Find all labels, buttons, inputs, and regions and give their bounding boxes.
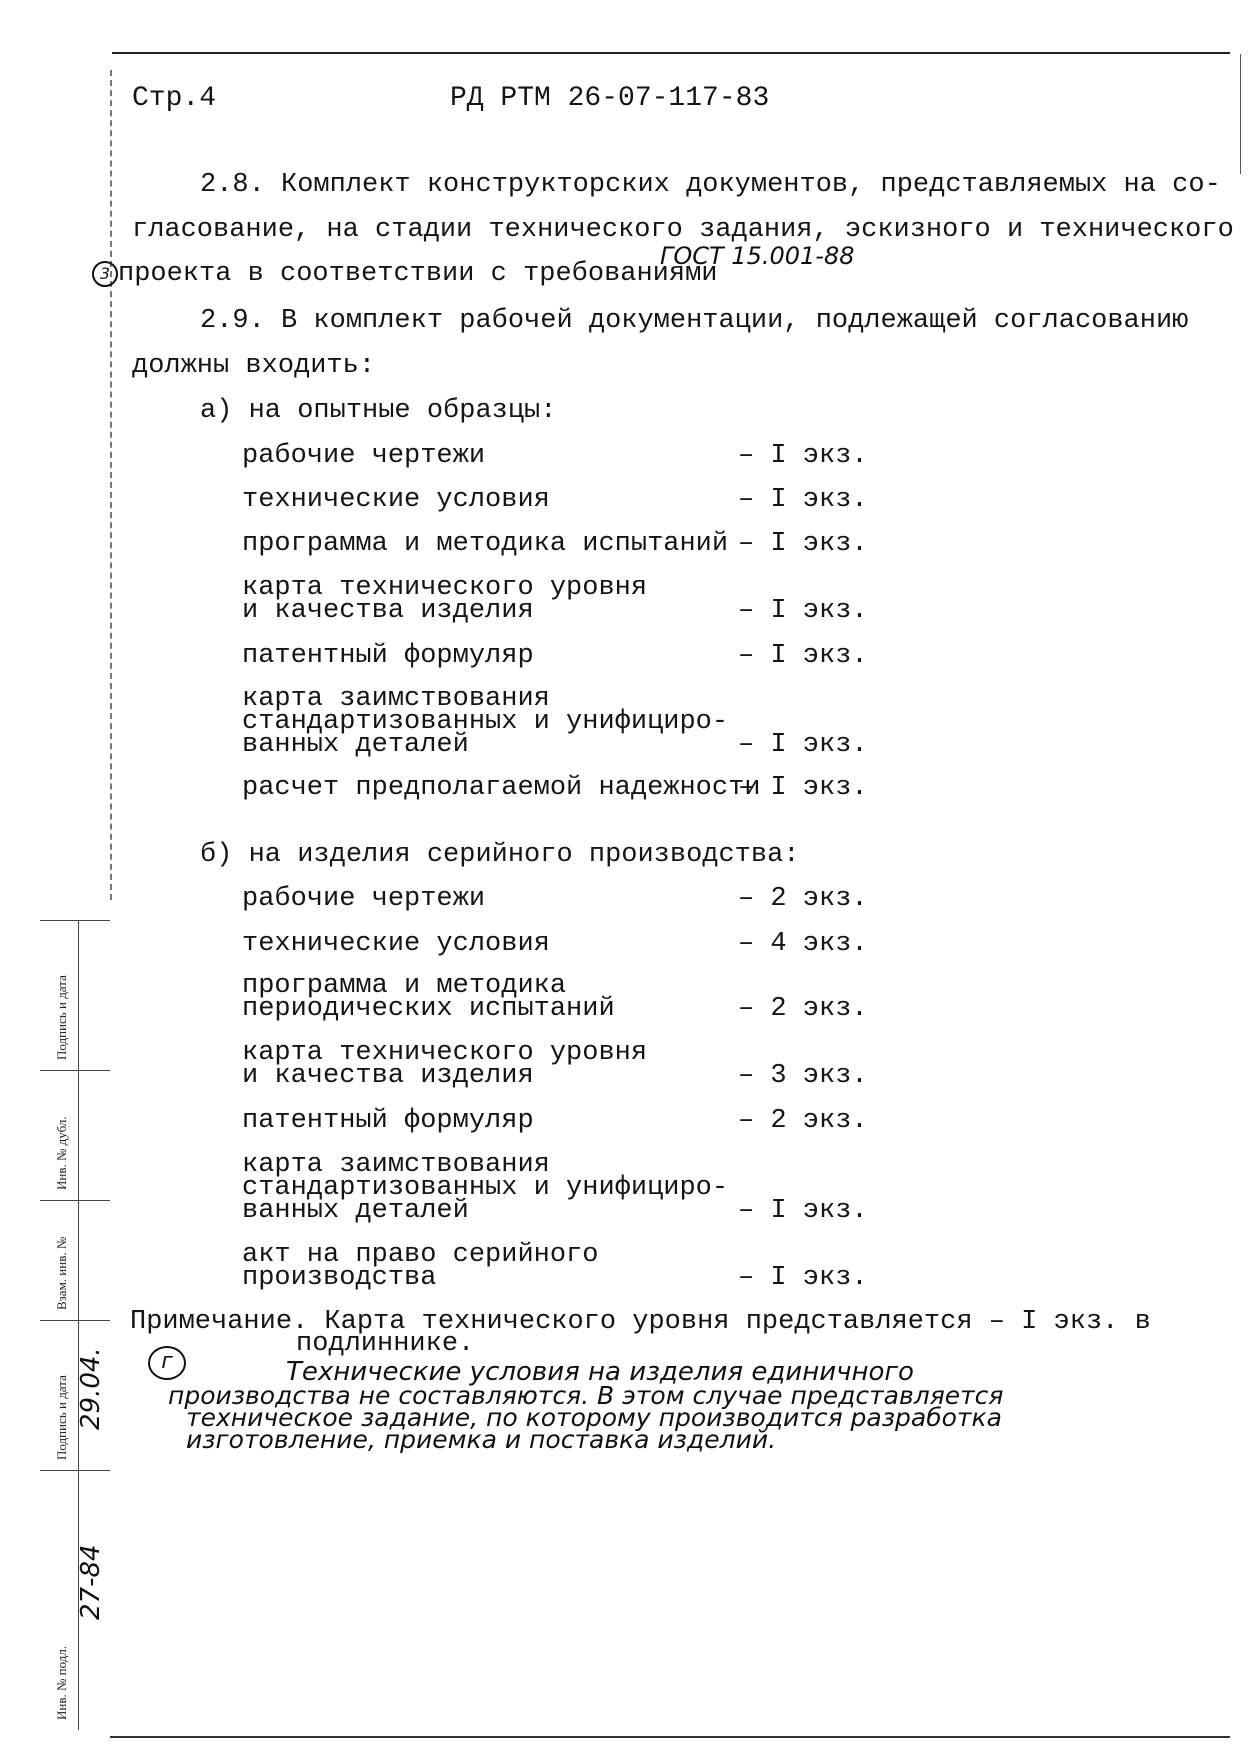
list-item-a1: рабочие чертежи [242, 441, 486, 471]
list-item-b1-qty: – 2 экз. [738, 884, 868, 914]
note-line-2: подлиннике. [296, 1329, 475, 1359]
list-item-a6-line-2: стандартизованных и унифициро- [242, 707, 729, 737]
list-item-a3-qty: – I экз. [738, 529, 868, 559]
stamp-label-original-inventory: Инв. № подл. [54, 1645, 69, 1720]
note-line-1: Примечание. Карта технического уровня представляется – I экз. в [130, 1307, 1151, 1337]
para-2-8-line-3: проекта в соответствии с требованиями [118, 259, 718, 289]
stamp-label-duplicate-inventory: Инв. № дубл. [54, 1116, 69, 1190]
list-item-b3-line-1: программа и методика [242, 971, 567, 1001]
registration-stamp [40, 920, 110, 1730]
list-item-b7-line-2: производства [242, 1263, 437, 1293]
list-item-a2-qty: – I экз. [738, 485, 868, 515]
section-b-heading: б) на изделия серийного производства: [200, 840, 800, 870]
stamp-label-signature-date-2: Подпись и дата [54, 1375, 69, 1460]
list-item-a5: патентный формуляр [242, 641, 534, 671]
stamp-label-replacement-inventory: Взам. инв. № [54, 1236, 69, 1310]
stamp-cell-border [40, 1470, 110, 1471]
para-2-9-line-2: должны входить: [132, 351, 376, 381]
list-item-a4-qty: – I экз. [738, 596, 868, 626]
list-item-a3: программа и методика испытаний [242, 529, 729, 559]
list-item-b7-qty: – I экз. [738, 1263, 868, 1293]
list-item-a1-qty: – I экз. [738, 441, 868, 471]
list-item-b6-line-1: карта заимствования [242, 1150, 550, 1180]
page-number: Стр.4 [132, 83, 217, 114]
top-border-line [112, 52, 1230, 54]
handwritten-note-line-2: производства не составляются. В этом случае представляется [168, 1381, 1004, 1410]
list-item-a7-qty: – I экз. [738, 773, 868, 803]
list-item-a7: расчет предполагаемой надежности [242, 773, 761, 803]
handwritten-note-line-4: изготовление, приемка и поставка изделий. [186, 1425, 777, 1454]
list-item-a6-line-3: ванных деталей [242, 730, 469, 760]
list-item-a6-line-1: карта заимствования [242, 684, 550, 714]
stamp-cell-border [40, 920, 110, 921]
list-item-b4-line-2: и качества изделия [242, 1061, 534, 1091]
list-item-b4-line-1: карта технического уровня [242, 1038, 648, 1068]
para-2-8-line-2: гласование, на стадии технического задания, эскизного и технического [132, 215, 1234, 245]
list-item-a6-qty: – I экз. [738, 730, 868, 760]
stamp-cell-border [40, 1200, 110, 1201]
list-item-a2: технические условия [242, 485, 550, 515]
list-item-a4-line-1: карта технического уровня [242, 573, 648, 603]
left-margin-dashed-line [110, 70, 112, 900]
list-item-b1: рабочие чертежи [242, 884, 486, 914]
stamp-handwritten-date: 29.04. [76, 1347, 106, 1430]
list-item-b6-line-3: ванных деталей [242, 1196, 469, 1226]
list-item-b4-qty: – 3 экз. [738, 1061, 868, 1091]
handwritten-mark-g: г [148, 1346, 186, 1380]
list-item-a5-qty: – I экз. [738, 641, 868, 671]
list-item-b5: патентный формуляр [242, 1106, 534, 1136]
bottom-border-line [110, 1736, 1230, 1738]
list-item-a4-line-2: и качества изделия [242, 596, 534, 626]
list-item-b2: технические условия [242, 929, 550, 959]
stamp-cell-border [40, 1320, 110, 1321]
handwritten-note-line-1: Технические условия на изделия единичного [286, 1357, 914, 1387]
para-2-9-line-1: 2.9. В комплект рабочей документации, подлежащей согласованию [200, 306, 1189, 336]
revision-mark-3: 3 [92, 261, 118, 287]
list-item-b6-qty: – I экз. [738, 1196, 868, 1226]
list-item-b2-qty: – 4 экз. [738, 929, 868, 959]
handwritten-gost-reference: ГОСТ 15.001-88 [660, 242, 855, 270]
list-item-b5-qty: – 2 экз. [738, 1106, 868, 1136]
list-item-b7-line-1: акт на право серийного [242, 1240, 599, 1270]
para-2-8-line-1: 2.8. Комплект конструкторских документов, представляемых на со- [200, 170, 1221, 200]
list-item-b6-line-2: стандартизованных и унифициро- [242, 1173, 729, 1203]
list-item-b3-line-2: периодических испытаний [242, 994, 615, 1024]
handwritten-note-line-3: техническое задание, по которому производится разработка [186, 1403, 1002, 1432]
list-item-b3-qty: – 2 экз. [738, 994, 868, 1024]
stamp-handwritten-inventory-number: 27-84 [76, 1544, 106, 1620]
stamp-label-signature-date: Подпись и дата [54, 975, 69, 1060]
stamp-cell-border [40, 1070, 110, 1071]
right-border-line [1240, 54, 1241, 174]
document-code: РД РТМ 26-07-117-83 [450, 83, 770, 114]
section-a-heading: а) на опытные образцы: [200, 396, 557, 426]
